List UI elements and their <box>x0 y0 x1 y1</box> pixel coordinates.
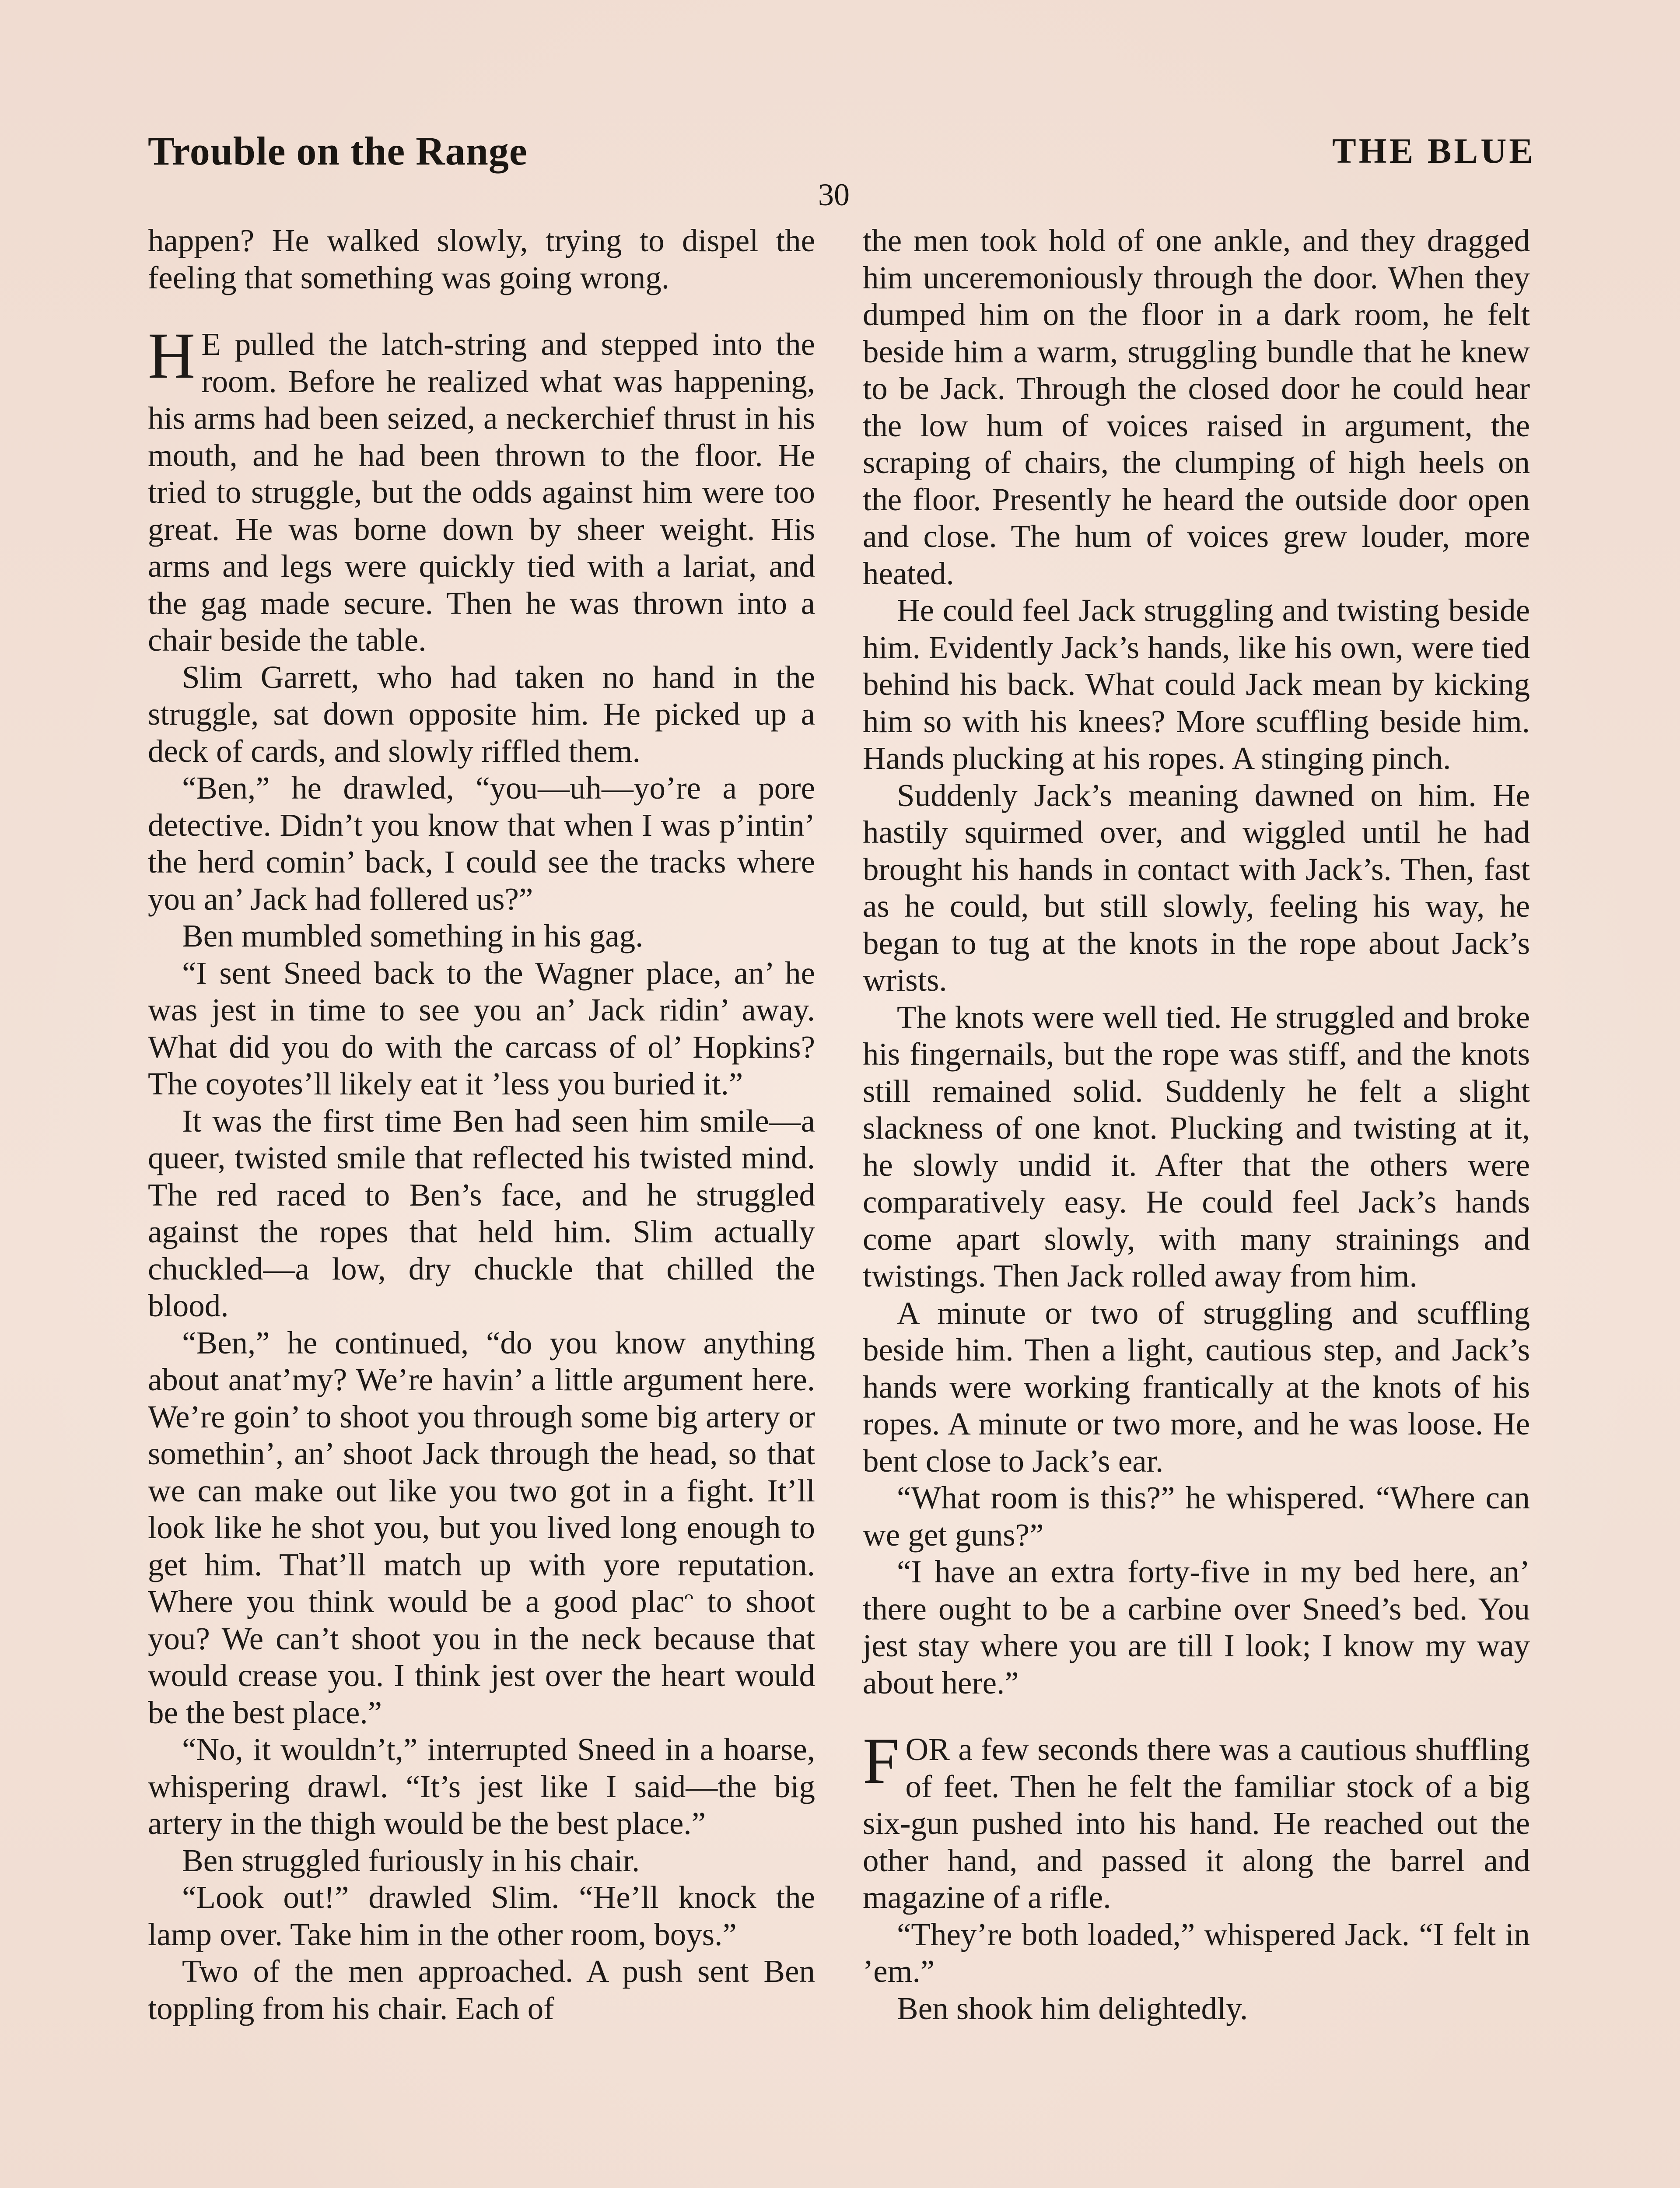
paragraph: happen? He walked slowly, trying to dispel the feeling that something was going wrong. <box>148 223 815 295</box>
story-title: Trouble on the Range <box>148 129 528 173</box>
magazine-title: THE BLUE <box>1332 131 1536 171</box>
paragraph: Suddenly Jack’s meaning dawned on him. He hastily squirmed over, and wiggled until he had brought his hands in contact with Jack’s. Then, fast as he could, but still slowly, feeling his way, he began to tug at the knots in the rope about Jack’s wrists. <box>863 777 1530 998</box>
drop-cap-lead: OR <box>905 1732 950 1767</box>
drop-cap-initial: F <box>863 1725 900 1797</box>
paragraph: “Ben,” he continued, “do you know anything about anat’my? We’re havin’ a little argument here. We’re goin’ to shoot you through some big artery or somethin’, an’ shoot Jack through the head, so that we can make out like you two got in a fight. It’ll look like he shot you, but you lived long enough to get him. That’ll match up with yore reputation. Where you think would be a good placᵔ to shoot you? We can’t shoot you in the neck because that would crease you. I think jest over the heart would be the best place.” <box>148 1325 815 1730</box>
paragraph: the men took hold of one ankle, and they dragged him unceremoniously through the door. When they dumped him on the floor in a dark room, he felt beside him a warm, struggling bundle that he knew to be Jack. Through the closed door he could hear the low hum of voices raised in argument, the scraping of chairs, the clumping of high heels on the floor. Presently he heard the outside door open and close. The hum of voices grew louder, more heated. <box>863 223 1530 591</box>
drop-cap-initial: H <box>148 319 196 392</box>
paragraph <box>148 319 815 659</box>
paragraph-text: a few seconds there was a cautious shuffling of feet. Then he felt the familiar stock of a big six-gun pushed into his hand. He reached out the other hand, and passed it along the barrel and magazine of a rifle. <box>863 1732 1530 1915</box>
paragraph: He could feel Jack struggling and twisting beside him. Evidently Jack’s hands, like his own, were tied behind his back. What could Jack mean by kicking him so with his knees? More scuffling beside him. Hands plucking at his ropes. A stinging pinch. <box>863 593 1530 776</box>
paragraph: Two of the men approached. A push sent Ben toppling from his chair. Each of <box>148 1953 815 2026</box>
paragraph: “Look out!” drawled Slim. “He’ll knock the lamp over. Take him in the other room, boys.” <box>148 1879 815 1952</box>
paragraph: “I have an extra forty-five in my bed here, an’ there ought to be a carbine over Sneed’s bed. You jest stay where you are till I look; I know my way about here.” <box>863 1554 1530 1701</box>
paragraph: The knots were well tied. He struggled and broke his fingernails, but the rope was stiff, and the knots still remained solid. Suddenly he felt a slight slackness of one knot. Plucking and twisting at it, he slowly undid it. After that the others were comparatively easy. He could feel Jack’s hands come apart slowly, with many strainings and twistings. Then Jack rolled away from him. <box>863 999 1530 1294</box>
drop-cap-lead: E <box>201 326 221 362</box>
paragraph: “They’re both loaded,” whispered Jack. “I felt in ’em.” <box>863 1916 1530 1989</box>
left-column <box>148 222 815 2027</box>
paragraph-text: pulled the latch-string and stepped into the room. Before he realized what was happening, his arms had been seized, a neckerchief thrust in his mouth, and he had been thrown to the floor. He tried to struggle, but the odds against him were too great. He was borne down by sheer weight. His arms and legs were quickly tied with a lariat, and the gag made secure. Then he was thrown into a chair beside the table. <box>148 326 815 658</box>
page-number: 30 <box>818 177 850 212</box>
paragraph <box>863 1725 1530 1916</box>
paragraph: Slim Garrett, who had taken no hand in the struggle, sat down opposite him. He picked up a deck of cards, and slowly riffled them. <box>148 659 815 769</box>
paragraph: Ben mumbled something in his gag. <box>182 918 644 954</box>
right-column <box>863 222 1530 2027</box>
paragraph: Ben struggled furiously in his chair. <box>182 1842 640 1878</box>
paragraph: “What room is this?” he whispered. “Where can we get guns?” <box>863 1480 1530 1553</box>
paragraph: “No, it wouldn’t,” interrupted Sneed in a hoarse, whispering drawl. “It’s jest like I said—the big artery in the thigh would be the best place.” <box>148 1732 815 1841</box>
paragraph: A minute or two of struggling and scuffling beside him. Then a light, cautious step, and Jack’s hands were working frantically at the knots of his ropes. A minute or two more, and he was loose. He bent close to Jack’s ear. <box>863 1295 1530 1479</box>
paragraph: It was the first time Ben had seen him smile—a queer, twisted smile that reflected his twisted mind. The red raced to Ben’s face, and he struggled against the ropes that held him. Slim actually chuckled—a low, dry chuckle that chilled the blood. <box>148 1103 815 1323</box>
paragraph: “Ben,” he drawled, “you—uh—yo’re a pore detective. Didn’t you know that when I was p’intin’ the herd comin’ back, I could see the tracks where you an’ Jack had follered us?” <box>148 770 815 917</box>
paragraph: “I sent Sneed back to the Wagner place, an’ he was jest in time to see you an’ Jack ridin’ away. What did you do with the carcass of ol’ Hopkins? The coyotes’ll likely eat it ’less you buried it.” <box>148 955 815 1101</box>
paragraph: Ben shook him delightedly. <box>897 1990 1248 2026</box>
